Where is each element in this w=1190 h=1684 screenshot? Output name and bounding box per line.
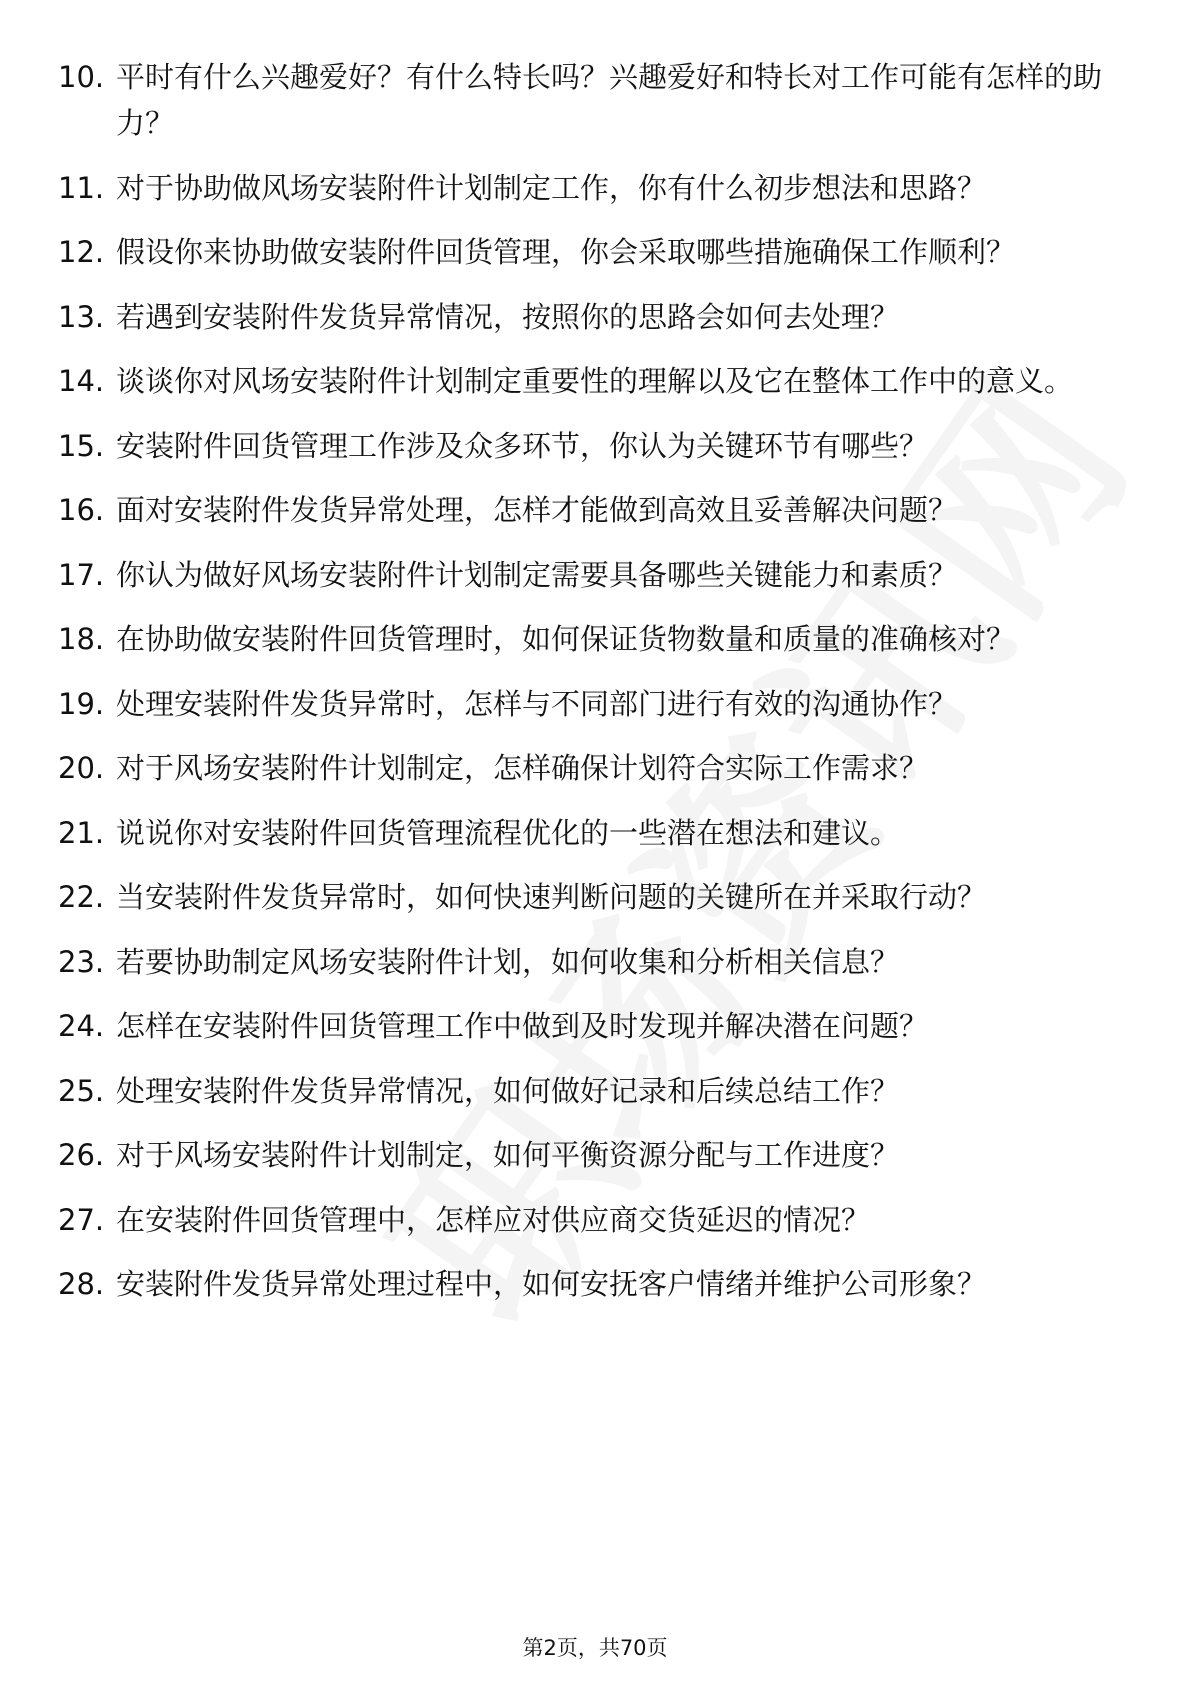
question-number: 28.	[58, 1267, 105, 1301]
question-number: 12.	[58, 235, 105, 269]
question-item	[58, 1068, 1108, 1114]
question-text: 对于风场安装附件计划制定，如何平衡资源分配与工作进度？	[116, 1138, 900, 1172]
question-item	[58, 165, 1108, 211]
question-item	[58, 487, 1108, 533]
question-number: 26.	[58, 1138, 105, 1172]
question-item	[58, 294, 1108, 340]
question-number: 21.	[58, 815, 105, 850]
question-item	[58, 616, 1108, 662]
question-number: 17.	[58, 557, 105, 592]
page-footer	[0, 1632, 1190, 1662]
question-number: 22.	[58, 880, 105, 914]
question-text: 若遇到安装附件发货异常情况，按照你的思路会如何去处理？	[116, 299, 900, 334]
question-item	[58, 358, 1108, 404]
question-item	[58, 745, 1108, 791]
question-text: 在协助做安装附件回货管理时，如何保证货物数量和质量的准确核对？	[116, 622, 1016, 656]
question-text: 处理安装附件发货异常时，怎样与不同部门进行有效的沟通协作？	[116, 686, 958, 721]
question-text: 对于协助做风场安装附件计划制定工作，你有什么初步想法和思路？	[116, 170, 987, 205]
question-text: 对于风场安装附件计划制定，怎样确保计划符合实际工作需求？	[116, 751, 929, 785]
question-text: 怎样在安装附件回货管理工作中做到及时发现并解决潜在问题？	[116, 1009, 929, 1043]
question-number: 19.	[58, 686, 105, 721]
question-item	[58, 1197, 1108, 1243]
question-text: 假设你来协助做安装附件回货管理，你会采取哪些措施确保工作顺利？	[116, 235, 1016, 269]
question-item	[58, 229, 1108, 275]
question-text: 处理安装附件发货异常情况，如何做好记录和后续总结工作？	[116, 1073, 900, 1108]
question-number: 14.	[58, 364, 105, 398]
question-item	[58, 681, 1108, 727]
question-item	[58, 552, 1108, 598]
question-number: 10.	[58, 60, 105, 94]
question-number: 16.	[58, 493, 105, 527]
question-item	[58, 1261, 1108, 1307]
question-number: 11.	[58, 170, 105, 205]
question-item	[58, 54, 1108, 146]
question-item	[58, 874, 1108, 920]
question-text: 你认为做好风场安装附件计划制定需要具备哪些关键能力和素质？	[116, 557, 958, 592]
question-item	[58, 1003, 1108, 1049]
question-item	[58, 1132, 1108, 1178]
question-number: 27.	[58, 1202, 105, 1237]
question-text: 说说你对安装附件回货管理流程优化的一些潜在想法和建议。	[116, 815, 900, 850]
question-text: 当安装附件发货异常时，如何快速判断问题的关键所在并采取行动？	[116, 880, 987, 914]
question-text: 在安装附件回货管理中，怎样应对供应商交货延迟的情况？	[116, 1202, 871, 1237]
question-text: 平时有什么兴趣爱好？有什么特长吗？兴趣爱好和特长对工作可能有怎样的助力？	[116, 60, 1103, 140]
question-text: 谈谈你对风场安装附件计划制定重要性的理解以及它在整体工作中的意义。	[116, 364, 1074, 398]
question-number: 18.	[58, 622, 105, 656]
question-number: 13.	[58, 299, 105, 334]
question-number: 23.	[58, 944, 105, 979]
question-item	[58, 810, 1108, 856]
question-text: 若要协助制定风场安装附件计划，如何收集和分析相关信息？	[116, 944, 900, 979]
question-number: 25.	[58, 1073, 105, 1108]
question-number: 24.	[58, 1009, 105, 1043]
question-text: 面对安装附件发货异常处理，怎样才能做到高效且妥善解决问题？	[116, 493, 958, 527]
page-number: 第2页，共70页	[522, 1636, 668, 1660]
question-text: 安装附件回货管理工作涉及众多环节，你认为关键环节有哪些？	[116, 428, 929, 463]
question-item	[58, 939, 1108, 985]
question-number: 20.	[58, 751, 105, 785]
question-item	[58, 423, 1108, 469]
question-number: 15.	[58, 428, 105, 463]
question-list	[58, 54, 1108, 1326]
question-text: 安装附件发货异常处理过程中，如何安抚客户情绪并维护公司形象？	[116, 1267, 987, 1301]
